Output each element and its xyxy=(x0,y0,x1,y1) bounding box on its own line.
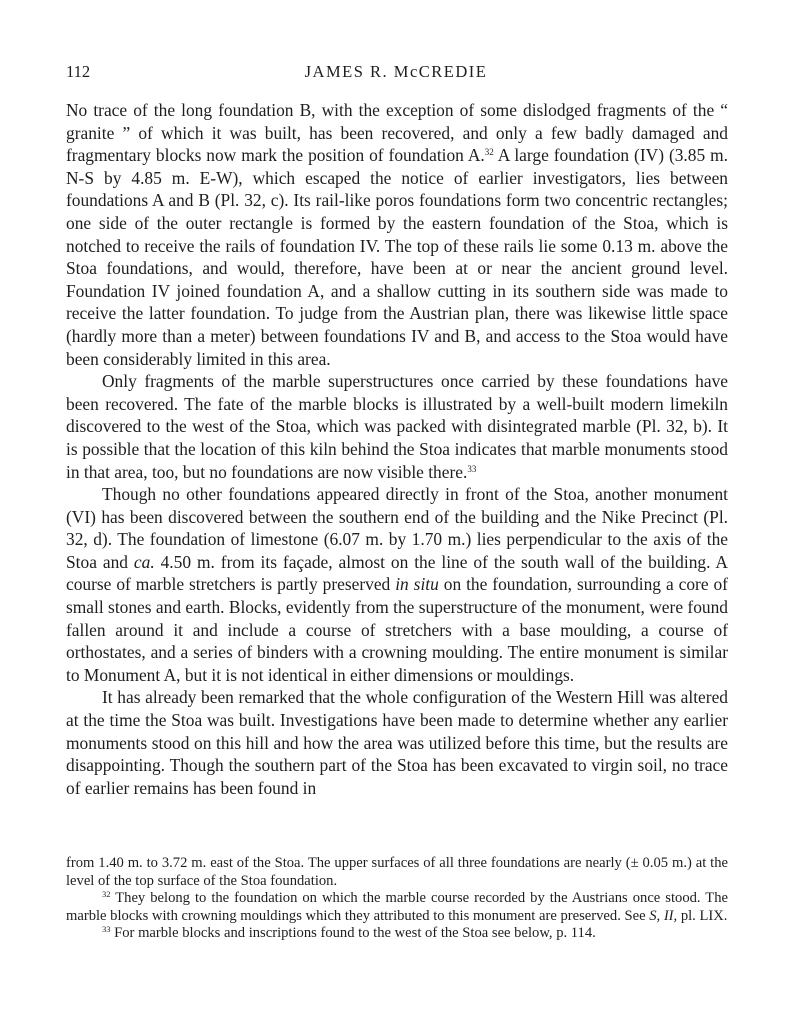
body-paragraph-1 xyxy=(66,99,728,370)
footnote-33 xyxy=(66,925,728,943)
footnote-continuation xyxy=(66,855,728,890)
main-text xyxy=(66,99,728,799)
page-number: 112 xyxy=(66,62,91,81)
footnote-ref-33: 33 xyxy=(467,463,477,474)
text-run: 4.50 m. from its façade, almost on the line of the south wall of the building. A course of marble stretchers is partly preserved xyxy=(66,551,728,595)
footnotes xyxy=(66,855,728,943)
text-run: No trace of the long foundation B, with the exception of some dislodged fragments of the “ granite ” of which it was built, has been recovered, and only a few badly damaged and fragmentary blocks now mark the position of foundation A. xyxy=(66,100,728,166)
running-header xyxy=(66,62,726,86)
body-paragraph-4 xyxy=(66,686,728,799)
text-run: pl. LIX. xyxy=(677,907,728,924)
text-run: Though no other foundations appeared directly in front of the Stoa, another monument (VI) has been discovered between the southern end of the building and the Nike Precinct (Pl. 32, d). The foundation of limestone (6.07 m. by 1.70 m.) lies perpendicular to the axis of the Stoa and xyxy=(66,484,728,572)
footnote-marker-33: 33 xyxy=(102,924,111,935)
italic-reference: S, II, xyxy=(649,907,678,924)
italic-ca: ca. xyxy=(133,551,155,572)
text-run: It has already been remarked that the whole configuration of the Western Hill was altered at the time the Stoa was built. Investigations have been made to determine whether any earlier monuments stood on this hill and how the area was utilized before this time, but the results are disappointing. Though the southern part of the Stoa has been excavated to virgin soil, no trace of earlier remains has been found in xyxy=(66,687,728,798)
text-run: For marble blocks and inscriptions found to the west of the Stoa see below, p. 114. xyxy=(110,925,596,942)
running-head-author: JAMES R. McCREDIE xyxy=(304,62,488,81)
text-run: Only fragments of the marble superstructures once carried by these foundations have been recovered. The fate of the marble blocks is illustrated by a well-built modern limekiln discovered to the west of the Stoa, which was packed with disintegrated marble (Pl. 32, b). It is possible that the location of this kiln behind the Stoa indicates that marble monuments stood in that area, too, but no foundations are now visible there. xyxy=(66,371,728,482)
footnote-ref-32: 32 xyxy=(484,147,494,158)
body-paragraph-2 xyxy=(66,370,728,483)
text-run: They belong to the foundation on which the marble course recorded by the Austrians once stood. The marble blocks with crowning mouldings which they attributed to this monument are preserved. See xyxy=(66,890,728,924)
footnote-32 xyxy=(66,890,728,925)
footnote-marker-32: 32 xyxy=(102,889,111,900)
body-paragraph-3 xyxy=(66,483,728,686)
text-run: on the foundation, surrounding a core of small stones and earth. Blocks, evidently from the superstructure of the monument, were found fallen around it and include a course of stretchers with a base moulding, a course of orthostates, and a series of binders with a crowning moulding. The entire monument is similar to Monument A, but it is not identical in either dimensions or mouldings. xyxy=(66,574,728,685)
italic-in-situ: in situ xyxy=(395,574,439,595)
text-run: A large foundation (IV) (3.85 m. N-S by 4.85 m. E-W), which escaped the notice of earlier investigators, lies between foundations A and B (Pl. 32, c). Its rail-like poros foundations form two concentric rectangles; one side of the outer rectangle is formed by the eastern foundation of the Stoa, which is notched to receive the rails of foundation IV. The top of these rails lie some 0.13 m. above the Stoa foundations, and would, therefore, have been at or near the ancient ground level. Foundation IV joined foundation A, and a shallow cutting in its southern side was made to receive the latter foundation. To judge from the Austrian plan, there was likewise little space (hardly more than a meter) between foundations IV and B, and access to the Stoa would have been considerably limited in this area. xyxy=(66,145,728,369)
text-run: from 1.40 m. to 3.72 m. east of the Stoa. The upper surfaces of all three foundations are nearly (± 0.05 m.) at the level of the top surface of the Stoa foundation. xyxy=(66,855,728,889)
